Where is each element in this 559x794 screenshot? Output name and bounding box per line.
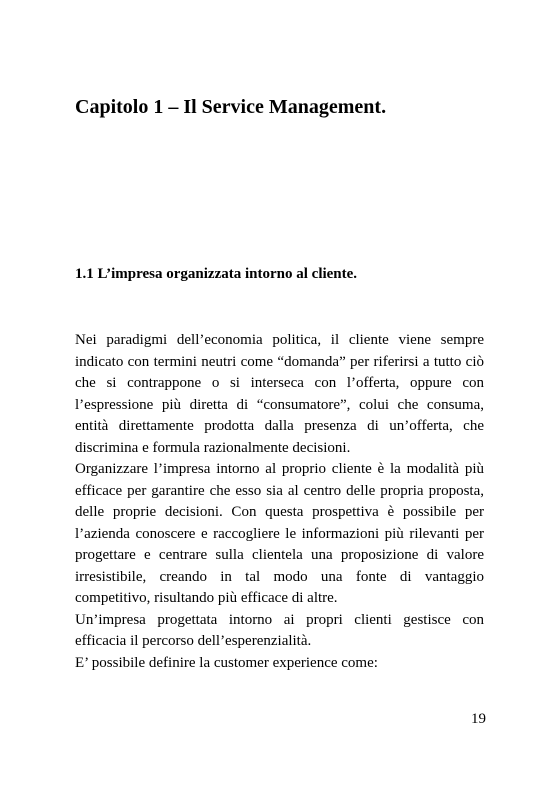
body-text [75,330,484,674]
paragraph: Organizzare l’impresa intorno al proprio cliente è la modalità più efficace per garantire che esso sia al centro delle propria proposta, delle proprie decisioni. Con questa prospettiva è possibile per l’azienda conoscere e raccogliere le informazioni più rilevanti per progettare e centrare sulla clientela una proposizione di valore irresistibile, creando in tal modo una fonte di vantaggio competitivo, risultando più efficace di altre. [75,461,484,606]
paragraph: E’ possibile definire la customer experience come: [75,654,378,671]
section-heading: 1.1 L’impresa organizzata intorno al cliente. [75,266,358,282]
paragraph: Nei paradigmi dell’economia politica, il cliente viene sempre indicato con termini neutri come “domanda” per riferirsi a tutto ciò che si contrappone o si interseca con l’offerta, oppure con l’espressione più diretta di “consumatore”, colui che consuma, entità direttamente prodotta dalla presenza di un’offerta, che discrimina e formula razionalmente decisioni. [75,332,484,456]
page-number: 19 [471,711,486,727]
paragraph: Un’impresa progettata intorno ai propri clienti gestisce con efficacia il percorso dell’esperenzialità. [75,611,484,649]
chapter-title: Capitolo 1 – Il Service Management. [75,96,387,118]
